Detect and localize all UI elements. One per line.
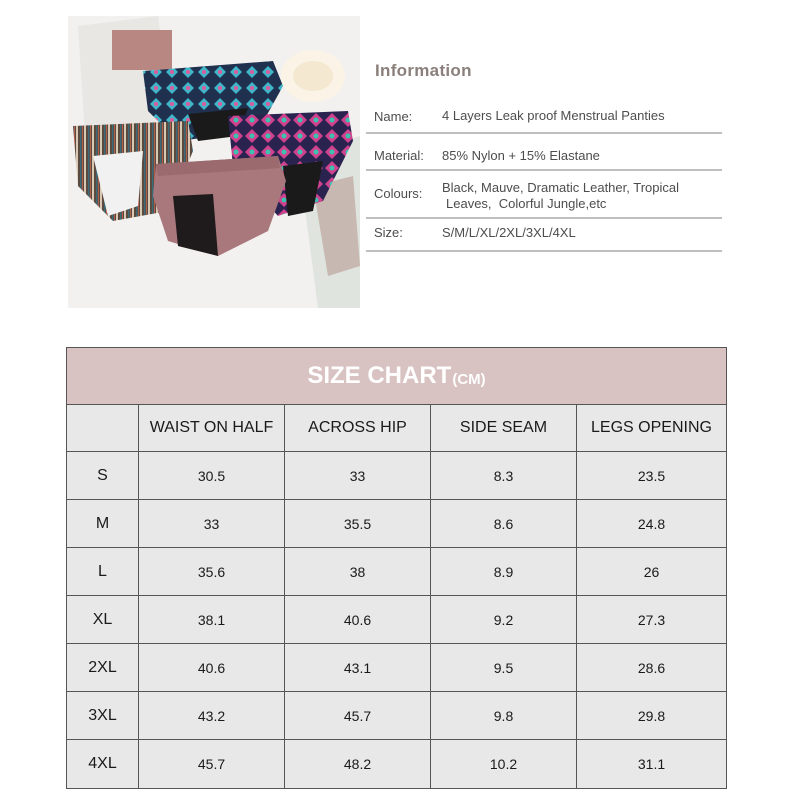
measurement-cell-across-hip: 35.5 bbox=[285, 500, 431, 548]
info-label: Material: bbox=[374, 148, 424, 163]
measurement-cell-legs-opening: 26 bbox=[577, 548, 726, 596]
info-value-line: Leaves, Colorful Jungle,etc bbox=[446, 196, 607, 211]
measurement-cell-waist-on-half: 30.5 bbox=[139, 452, 285, 500]
measurement-cell-waist-on-half: 43.2 bbox=[139, 692, 285, 740]
measurement-cell-waist-on-half: 38.1 bbox=[139, 596, 285, 644]
info-label: Colours: bbox=[374, 186, 423, 201]
size-label-cell: 2XL bbox=[67, 644, 139, 692]
size-label-cell: 4XL bbox=[67, 740, 139, 788]
measurement-cell-across-hip: 33 bbox=[285, 452, 431, 500]
info-row-material bbox=[366, 141, 722, 171]
measurement-cell-legs-opening: 24.8 bbox=[577, 500, 726, 548]
size-label-cell: S bbox=[67, 452, 139, 500]
info-value: 85% Nylon + 15% Elastane bbox=[442, 148, 600, 163]
measurement-cell-waist-on-half: 35.6 bbox=[139, 548, 285, 596]
info-label: Name: bbox=[374, 109, 413, 124]
size-label-cell: M bbox=[67, 500, 139, 548]
info-label: Size: bbox=[374, 225, 403, 240]
measurement-cell-across-hip: 48.2 bbox=[285, 740, 431, 788]
measurement-cell-side-seam: 8.3 bbox=[431, 452, 577, 500]
measurement-cell-side-seam: 10.2 bbox=[431, 740, 577, 788]
measurement-cell-legs-opening: 28.6 bbox=[577, 644, 726, 692]
measurement-cell-side-seam: 9.8 bbox=[431, 692, 577, 740]
measurement-cell-legs-opening: 29.8 bbox=[577, 692, 726, 740]
product-photo bbox=[68, 16, 360, 308]
measurement-cell-side-seam: 8.9 bbox=[431, 548, 577, 596]
info-row-name bbox=[366, 102, 722, 134]
measurement-cell-side-seam: 9.5 bbox=[431, 644, 577, 692]
measurement-cell-waist-on-half: 33 bbox=[139, 500, 285, 548]
measurement-cell-side-seam: 8.6 bbox=[431, 500, 577, 548]
size-chart-table bbox=[66, 347, 727, 789]
column-header-waist-on-half: WAIST ON HALF bbox=[139, 405, 285, 452]
measurement-cell-legs-opening: 27.3 bbox=[577, 596, 726, 644]
measurement-cell-waist-on-half: 45.7 bbox=[139, 740, 285, 788]
info-value: S/M/L/XL/2XL/3XL/4XL bbox=[442, 225, 576, 240]
measurement-cell-legs-opening: 23.5 bbox=[577, 452, 726, 500]
info-row-size bbox=[366, 218, 722, 252]
size-label-cell: XL bbox=[67, 596, 139, 644]
size-chart-title: SIZE CHART bbox=[307, 362, 452, 389]
measurement-cell-across-hip: 43.1 bbox=[285, 644, 431, 692]
column-header-across-hip: ACROSS HIP bbox=[285, 405, 431, 452]
size-label-cell: 3XL bbox=[67, 692, 139, 740]
column-header-side-seam: SIDE SEAM bbox=[431, 405, 577, 452]
info-value: 4 Layers Leak proof Menstrual Panties bbox=[442, 108, 665, 123]
measurement-cell-legs-opening: 31.1 bbox=[637, 756, 666, 772]
size-chart-grid bbox=[67, 405, 726, 788]
measurement-cell-across-hip: 40.6 bbox=[285, 596, 431, 644]
size-label-cell: L bbox=[67, 548, 139, 596]
measurement-cell-across-hip: 38 bbox=[285, 548, 431, 596]
info-value-line: Black, Mauve, Dramatic Leather, Tropical bbox=[442, 180, 679, 195]
size-chart-header bbox=[67, 348, 726, 405]
measurement-cell-across-hip: 45.7 bbox=[285, 692, 431, 740]
header-cell-empty bbox=[67, 405, 139, 452]
info-row-colours bbox=[366, 178, 722, 219]
column-header-legs-opening: LEGS OPENING bbox=[577, 405, 726, 452]
info-title: Information bbox=[375, 61, 472, 80]
size-chart-unit: (CM) bbox=[452, 370, 486, 388]
measurement-cell-waist-on-half: 40.6 bbox=[139, 644, 285, 692]
info-value bbox=[442, 180, 679, 212]
measurement-cell-side-seam: 9.2 bbox=[431, 596, 577, 644]
